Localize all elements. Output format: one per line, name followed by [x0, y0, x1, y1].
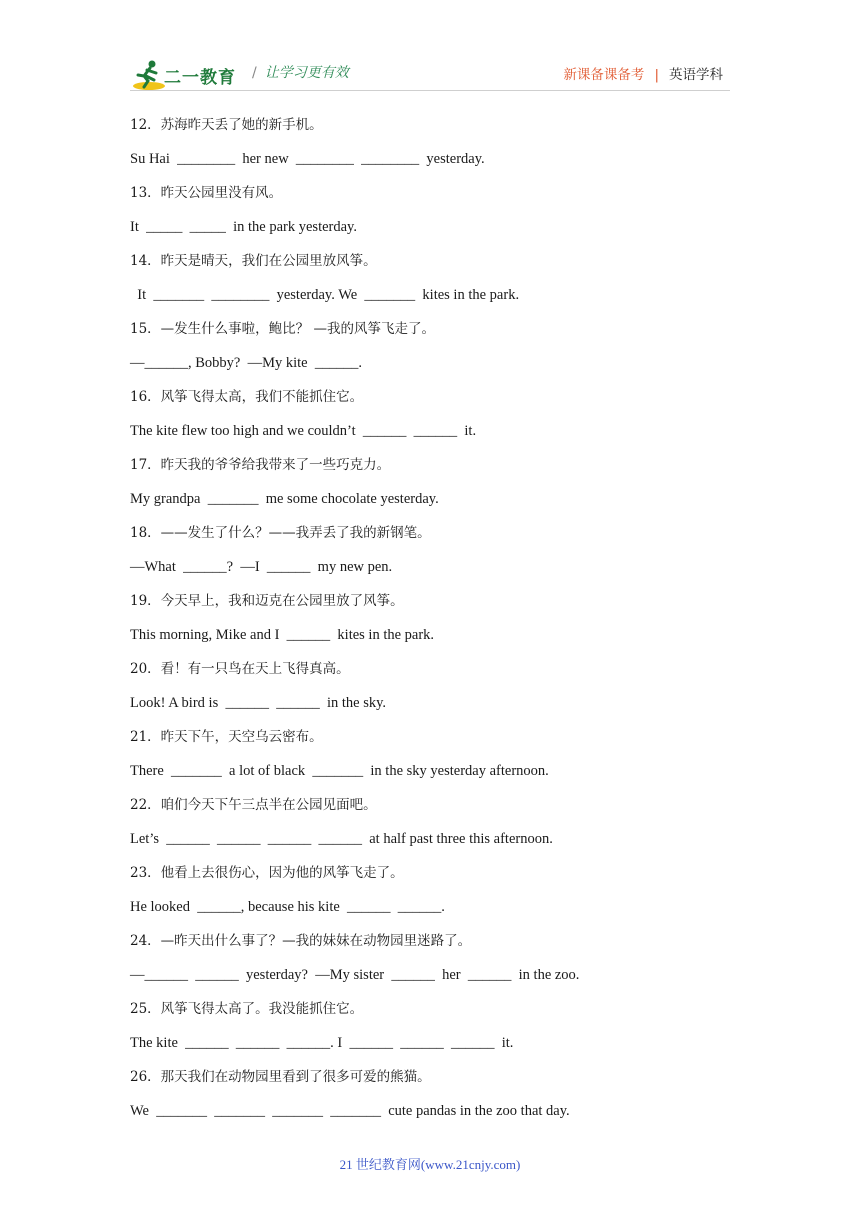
question-item — [130, 312, 750, 380]
question-chinese: 25．风筝飞得太高了。我没能抓住它。 — [130, 1001, 364, 1017]
question-english: It _______ ________ yesterday. We _______ kites in the park. — [130, 287, 520, 303]
question-item — [130, 516, 750, 584]
question-english: We _______ _______ _______ _______ cute pandas in the zoo that day. — [130, 1103, 570, 1119]
header-right-label: 新课备课备考 — [563, 67, 645, 83]
question-english: There _______ a lot of black _______ in the sky yesterday afternoon. — [130, 763, 549, 779]
question-chinese: 21．昨天下午，天空乌云密布。 — [130, 729, 323, 745]
slogan: / 让学习更有效 — [252, 65, 349, 81]
question-item — [130, 652, 750, 720]
question-english: This morning, Mike and I ______ kites in the park. — [130, 627, 435, 643]
slogan-text: 让学习更有效 — [264, 65, 349, 81]
question-english: —______, Bobby? —My kite ______. — [130, 355, 362, 371]
question-item — [130, 720, 750, 788]
question-english: My grandpa _______ me some chocolate yesterday. — [130, 491, 439, 507]
question-item — [130, 788, 750, 856]
question-chinese: 20．看！有一只鸟在天上飞得真高。 — [130, 661, 350, 677]
runner-icon — [132, 58, 166, 92]
brand-logo — [132, 58, 244, 92]
question-item — [130, 448, 750, 516]
question-chinese: 18．——发生了什么？——我弄丢了我的新钢笔。 — [130, 525, 431, 541]
question-chinese: 23．他看上去很伤心，因为他的风筝飞走了。 — [130, 865, 404, 881]
question-chinese: 13．昨天公园里没有风。 — [130, 185, 283, 201]
question-english: —______ ______ yesterday? —My sister ______ her ______ in the zoo. — [130, 967, 580, 983]
header-separator: | — [654, 67, 659, 83]
logo-text: 二一教育 — [164, 68, 236, 88]
subject-label: 英语学科 — [669, 67, 723, 83]
question-item — [130, 380, 750, 448]
question-english: It _____ _____ in the park yesterday. — [130, 219, 357, 235]
question-item — [130, 584, 750, 652]
question-list — [130, 108, 750, 1128]
question-english: The kite flew too high and we couldn’t ______ ______ it. — [130, 423, 477, 439]
page-header — [0, 0, 860, 100]
question-chinese: 26．那天我们在动物园里看到了很多可爱的熊猫。 — [130, 1069, 431, 1085]
question-item — [130, 856, 750, 924]
header-divider — [130, 90, 730, 91]
question-item — [130, 108, 750, 176]
question-item — [130, 244, 750, 312]
header-right — [563, 63, 723, 83]
question-english: —What ______? —I ______ my new pen. — [130, 559, 393, 575]
question-chinese: 16．风筝飞得太高，我们不能抓住它。 — [130, 389, 364, 405]
question-item — [130, 1060, 750, 1128]
question-english: The kite ______ ______ ______. I ______ ______ ______ it. — [130, 1035, 514, 1051]
page-footer[interactable]: 21 世纪教育网(www.21cnjy.com) — [339, 1157, 521, 1172]
question-chinese: 15．—发生什么事啦，鲍比？ —我的风筝飞走了。 — [130, 321, 435, 337]
question-english: Look! A bird is ______ ______ in the sky. — [130, 695, 387, 711]
question-chinese: 22．咱们今天下午三点半在公园见面吧。 — [130, 797, 377, 813]
question-chinese: 14．昨天是晴天，我们在公园里放风筝。 — [130, 253, 377, 269]
question-item — [130, 176, 750, 244]
question-english: Let’s ______ ______ ______ ______ at half past three this afternoon. — [130, 831, 553, 847]
question-item — [130, 924, 750, 992]
question-english: He looked ______, because his kite ______ ______. — [130, 899, 445, 915]
question-chinese: 24．—昨天出什么事了？—我的妹妹在动物园里迷路了。 — [130, 933, 472, 949]
question-chinese: 17．昨天我的爷爷给我带来了一些巧克力。 — [130, 457, 391, 473]
question-chinese: 12．苏海昨天丢了她的新手机。 — [130, 117, 323, 133]
question-item — [130, 992, 750, 1060]
question-english: Su Hai ________ her new ________ ________ yesterday. — [130, 151, 485, 167]
question-chinese: 19．今天早上，我和迈克在公园里放了风筝。 — [130, 593, 404, 609]
